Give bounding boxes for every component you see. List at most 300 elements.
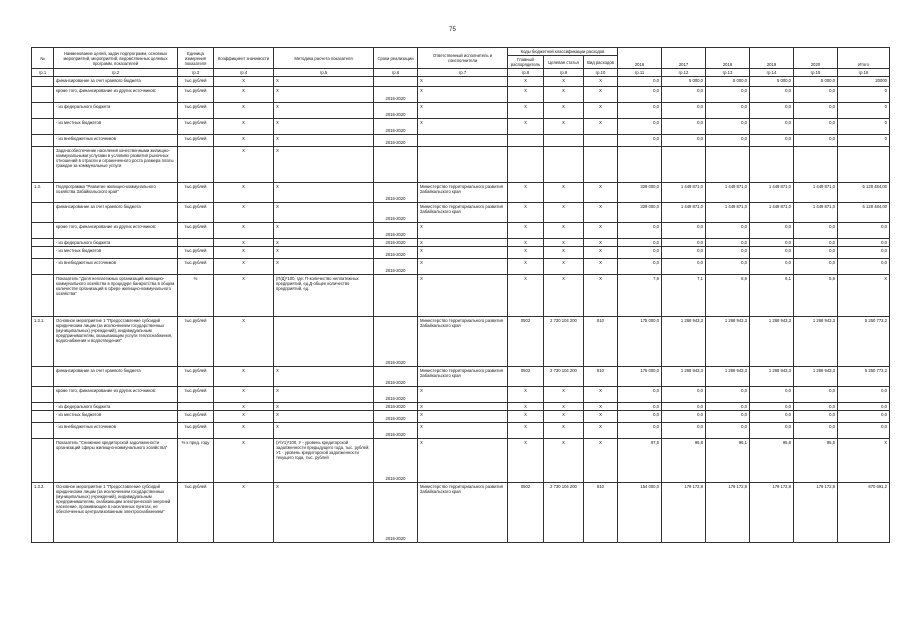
table-cell: 0,0: [706, 239, 750, 247]
table-cell: 0,0: [618, 119, 662, 135]
table-cell: 95,5: [794, 439, 838, 483]
table-cell: X: [508, 411, 544, 423]
table-cell: 0,0: [618, 387, 662, 403]
table-body: [32, 77, 890, 543]
table-cell: 1 449 871,0: [750, 203, 794, 223]
column-index-cell: гр.9: [544, 69, 584, 77]
header-budget-codes: Коды бюджетной классификации расходов: [508, 48, 618, 56]
table-cell: - из внебюджетных источников: [54, 259, 178, 275]
table-cell: X: [508, 423, 544, 439]
table-cell: X: [508, 183, 544, 203]
table-cell: X: [214, 275, 274, 317]
table-cell: [32, 439, 54, 483]
table-cell: [32, 119, 54, 135]
table-cell: 870 691,2: [838, 483, 890, 543]
table-cell: [508, 147, 544, 183]
table-cell: %: [178, 275, 214, 317]
table-cell: [544, 147, 584, 183]
budget-table: [31, 47, 890, 543]
table-cell: кроме того, финансирование из других источников:: [54, 223, 178, 239]
table-cell: Подпрограмма "Развитие жилищно-коммунального хозяйства Забайкальского края": [54, 183, 178, 203]
table-cell: 0,0: [706, 119, 750, 135]
table-cell: 0,0: [706, 135, 750, 147]
table-cell: [32, 367, 54, 387]
table-cell: X: [544, 87, 584, 103]
table-cell: X: [584, 403, 618, 411]
table-cell: X: [544, 387, 584, 403]
table-cell: тыс.рублей: [178, 423, 214, 439]
table-cell: X: [418, 103, 508, 119]
column-index-cell: гр.3: [178, 69, 214, 77]
column-index-cell: гр.1: [32, 69, 54, 77]
table-cell: X: [274, 247, 374, 259]
table-cell: X: [274, 411, 374, 423]
table-cell: X: [214, 439, 274, 483]
table-cell: 0,0: [794, 223, 838, 239]
table-cell: [32, 259, 54, 275]
table-cell: 2 730 104 200: [544, 483, 584, 543]
table-cell: X: [214, 387, 274, 403]
table-cell: X: [544, 203, 584, 223]
table-row: [32, 247, 890, 259]
table-cell: X: [418, 119, 508, 135]
table-cell: 0,0: [706, 223, 750, 239]
table-cell: 0,0: [662, 103, 706, 119]
table-cell: X: [544, 439, 584, 483]
table-cell: 0,0: [706, 103, 750, 119]
table-cell: X: [274, 87, 374, 103]
header-year-2020: 2020: [794, 48, 838, 69]
table-cell: [178, 147, 214, 183]
table-cell: 0,0: [794, 119, 838, 135]
table-cell: 0,0: [838, 411, 890, 423]
table-row: [32, 387, 890, 403]
table-cell: 0502: [508, 483, 544, 543]
table-cell: 1 268 943,3: [662, 367, 706, 387]
table-cell: 0: [838, 87, 890, 103]
table-cell: X: [544, 403, 584, 411]
table-cell: 1 268 943,3: [750, 317, 794, 367]
table-cell: 1 268 943,3: [794, 317, 838, 367]
table-cell: 0,0: [618, 239, 662, 247]
column-index-cell: гр.14: [750, 69, 794, 77]
table-cell: 1 268 943,3: [706, 317, 750, 367]
table-cell: 0,0: [750, 87, 794, 103]
table-cell: X: [214, 317, 274, 367]
table-cell: 2016-2020: [374, 203, 418, 223]
column-index-cell: гр.12: [662, 69, 706, 77]
table-cell: 0,0: [618, 411, 662, 423]
table-cell: 0502: [508, 317, 544, 367]
table-cell: Министерство территориального развития Забайкальского края: [418, 367, 508, 387]
table-cell: 2016-2020: [374, 119, 418, 135]
table-cell: X: [274, 483, 374, 543]
table-cell: 0,0: [750, 247, 794, 259]
table-cell: 2016-2020: [374, 317, 418, 367]
column-index-cell: гр.16: [838, 69, 890, 77]
table-cell: 0,0: [750, 239, 794, 247]
table-cell: 0,0: [794, 403, 838, 411]
table-row: [32, 275, 890, 317]
header-row-1: [32, 48, 890, 56]
table-cell: X: [214, 119, 274, 135]
table-cell: 2 730 104 200: [544, 367, 584, 387]
table-cell: 2016-2020: [374, 247, 418, 259]
table-cell: X: [418, 423, 508, 439]
table-cell: тыс.рублей: [178, 223, 214, 239]
table-cell: 0,0: [618, 403, 662, 411]
table-cell: X: [274, 119, 374, 135]
table-cell: 1.3.: [32, 183, 54, 203]
table-cell: тыс.рублей: [178, 483, 214, 543]
table-row: [32, 411, 890, 423]
table-cell: [838, 147, 890, 183]
table-cell: 0,0: [750, 403, 794, 411]
table-cell: 2016-2020: [374, 439, 418, 483]
table-cell: X: [544, 183, 584, 203]
table-cell: 2016-2020: [374, 411, 418, 423]
table-cell: 2016-2020: [374, 183, 418, 203]
table-cell: X: [274, 239, 374, 247]
table-cell: [32, 423, 54, 439]
table-cell: X: [274, 103, 374, 119]
table-cell: [32, 203, 54, 223]
table-cell: 1 449 871,0: [750, 183, 794, 203]
column-index-cell: гр.4: [214, 69, 274, 77]
table-cell: [32, 411, 54, 423]
table-cell: X: [214, 87, 274, 103]
table-cell: 0: [838, 135, 890, 147]
table-cell: 0,0: [750, 411, 794, 423]
table-cell: 5 000,0: [706, 77, 750, 87]
table-cell: X: [214, 183, 274, 203]
table-cell: 0,0: [706, 403, 750, 411]
table-cell: 0,0: [794, 387, 838, 403]
table-cell: 2016-2020: [374, 103, 418, 119]
table-cell: 0,0: [662, 223, 706, 239]
table-cell: X: [418, 403, 508, 411]
table-cell: [418, 135, 508, 147]
table-cell: X: [214, 483, 274, 543]
table-cell: 0,0: [706, 259, 750, 275]
table-cell: X: [214, 147, 274, 183]
table-cell: 810: [584, 367, 618, 387]
table-cell: [584, 147, 618, 183]
table-cell: X: [508, 403, 544, 411]
table-cell: 810: [584, 317, 618, 367]
table-cell: 0,0: [618, 103, 662, 119]
table-cell: тыс.рублей: [178, 387, 214, 403]
table-cell: 6,6: [706, 275, 750, 317]
table-cell: Показатель "Снижение кредиторской задолженности организаций сферы жилищно-коммунального хозяйства": [54, 439, 178, 483]
column-index-row: [32, 69, 890, 77]
table-cell: [32, 223, 54, 239]
table-cell: - из федерального бюджета: [54, 239, 178, 247]
table-cell: тыс.рублей: [178, 135, 214, 147]
table-cell: Министерство территориального развития Забайкальского края: [418, 183, 508, 203]
table-cell: 2016-2020: [374, 87, 418, 103]
table-cell: 7,1: [662, 275, 706, 317]
table-cell: 5 000,0: [750, 77, 794, 87]
table-cell: X: [214, 411, 274, 423]
table-cell: X: [418, 223, 508, 239]
table-cell: 0,0: [706, 387, 750, 403]
table-cell: 1.3.2.: [32, 483, 54, 543]
header-year-2017: 2017: [662, 48, 706, 69]
table-cell: [32, 247, 54, 259]
table-cell: % к пред. году: [178, 439, 214, 483]
table-cell: 1.3.1.: [32, 317, 54, 367]
table-cell: 1 449 871,0: [662, 183, 706, 203]
table-cell: - из местных бюджетов: [54, 411, 178, 423]
table-cell: 2016-2020: [374, 135, 418, 147]
table-cell: 0: [838, 119, 890, 135]
table-cell: кроме того, финансирование из других источников:: [54, 387, 178, 403]
table-cell: 810: [584, 483, 618, 543]
table-cell: X: [214, 77, 274, 87]
table-cell: [178, 403, 214, 411]
table-cell: [374, 275, 418, 317]
header-method: Методика расчета показателя: [274, 48, 374, 69]
table-cell: X: [544, 239, 584, 247]
table-cell: 96,1: [706, 439, 750, 483]
table-cell: 1 268 943,3: [794, 367, 838, 387]
table-cell: 2016-2020: [374, 259, 418, 275]
table-cell: тыс.рублей: [178, 367, 214, 387]
table-cell: финансирование за счет краевого бюджета: [54, 77, 178, 87]
table-cell: X: [274, 387, 374, 403]
table-cell: X: [584, 259, 618, 275]
table-cell: - из местных бюджетов: [54, 119, 178, 135]
table-cell: 2016-2020: [374, 403, 418, 411]
table-cell: X: [584, 183, 618, 203]
table-cell: X: [508, 103, 544, 119]
table-cell: 6 128 484,00: [838, 183, 890, 203]
table-cell: [418, 147, 508, 183]
table-cell: X: [584, 77, 618, 87]
table-cell: X: [584, 423, 618, 439]
table-cell: 7,6: [618, 275, 662, 317]
table-cell: X: [274, 367, 374, 387]
table-cell: 2016-2020: [374, 223, 418, 239]
table-cell: X: [508, 239, 544, 247]
table-cell: 0,0: [794, 103, 838, 119]
table-row: [32, 403, 890, 411]
header-kbk-article: Целевая статья: [544, 56, 584, 69]
table-cell: 0,0: [618, 77, 662, 87]
table-cell: Задача:обеспечение населения качественными жилищно-коммунальными услугами в условиях развития рыночных отношений в отрасли и ограниченного роста размера платы граждан за коммунальные услуги: [54, 147, 178, 183]
table-cell: 2016-2020: [374, 387, 418, 403]
table-cell: X: [418, 77, 508, 87]
table-cell: [32, 147, 54, 183]
table-cell: X: [584, 411, 618, 423]
table-cell: 0,0: [706, 247, 750, 259]
table-cell: 0,0: [794, 135, 838, 147]
table-cell: 0,0: [662, 259, 706, 275]
table-cell: X: [508, 439, 544, 483]
header-term: Сроки реализации: [374, 48, 418, 69]
table-cell: - из местных бюджетов: [54, 247, 178, 259]
column-index-cell: гр.8: [508, 69, 544, 77]
header-kbk-type: Вид расходов: [584, 56, 618, 69]
table-cell: 179 172,8: [706, 483, 750, 543]
column-index-cell: гр.10: [584, 69, 618, 77]
table-cell: X: [274, 183, 374, 203]
table-cell: X: [508, 387, 544, 403]
table-cell: [32, 387, 54, 403]
table-cell: 0,0: [662, 119, 706, 135]
table-cell: X: [544, 275, 584, 317]
table-cell: 0,0: [838, 259, 890, 275]
table-cell: 0,0: [750, 423, 794, 439]
table-cell: X: [214, 259, 274, 275]
column-index-cell: гр.15: [794, 69, 838, 77]
table-cell: X: [584, 239, 618, 247]
table-cell: 0,0: [794, 259, 838, 275]
table-cell: X: [584, 103, 618, 119]
table-cell: X: [274, 203, 374, 223]
table-row: [32, 439, 890, 483]
table-cell: финансирование за счет краевого бюджета: [54, 203, 178, 223]
table-row: [32, 103, 890, 119]
table-cell: 0,0: [794, 423, 838, 439]
column-index-cell: гр.7: [418, 69, 508, 77]
header-total: Итого: [838, 48, 890, 69]
table-cell: [274, 317, 374, 367]
table-row: [32, 183, 890, 203]
table-cell: 5 250 773,2: [838, 367, 890, 387]
table-cell: 1 449 871,0: [706, 203, 750, 223]
table-cell: [374, 77, 418, 87]
table-cell: 20000: [838, 77, 890, 87]
table-cell: 0,0: [794, 87, 838, 103]
table-cell: 2 730 104 200: [544, 317, 584, 367]
table-cell: [508, 135, 544, 147]
table-cell: 0,0: [618, 223, 662, 239]
table-cell: 0,0: [794, 239, 838, 247]
table-cell: 0,0: [662, 411, 706, 423]
table-cell: тыс.рублей: [178, 77, 214, 87]
table-cell: X: [838, 275, 890, 317]
table-cell: [750, 147, 794, 183]
table-cell: [584, 135, 618, 147]
table-cell: 0,0: [618, 87, 662, 103]
table-cell: X: [418, 439, 508, 483]
table-cell: X: [544, 411, 584, 423]
header-exec: Ответственный исполнитель и соисполнители: [418, 48, 508, 69]
table-cell: X: [214, 223, 274, 239]
table-cell: 2016-2020: [374, 367, 418, 387]
table-cell: X: [584, 275, 618, 317]
table-cell: тыс.рублей: [178, 203, 214, 223]
header-kbk-main: Главный распорядитель: [508, 56, 544, 69]
table-cell: [662, 147, 706, 183]
table-cell: тыс.рублей: [178, 411, 214, 423]
table-cell: 0,0: [750, 387, 794, 403]
table-cell: Министерство территориального развития Забайкальского края: [418, 483, 508, 543]
table-cell: 329 000,0: [618, 203, 662, 223]
table-cell: 179 172,8: [794, 483, 838, 543]
table-cell: X: [418, 259, 508, 275]
table-cell: X: [508, 87, 544, 103]
table-cell: финансирование за счет краевого бюджета: [54, 367, 178, 387]
table-cell: кроме того, финансирование из других источников:: [54, 87, 178, 103]
table-cell: X: [584, 223, 618, 239]
header-unit: Единица измерения показателя: [178, 48, 214, 69]
table-cell: 1 449 871,0: [794, 203, 838, 223]
table-cell: тыс.рублей: [178, 259, 214, 275]
table-cell: X: [274, 147, 374, 183]
column-index-cell: гр.6: [374, 69, 418, 77]
table-cell: 2016-2020: [374, 483, 418, 543]
table-cell: 1 268 943,3: [750, 367, 794, 387]
table-cell: [32, 275, 54, 317]
column-index-cell: гр.13: [706, 69, 750, 77]
table-cell: X: [214, 203, 274, 223]
table-cell: X: [214, 135, 274, 147]
table-cell: X: [584, 87, 618, 103]
table-cell: - из внебюджетных источников: [54, 135, 178, 147]
table-cell: 0,0: [662, 403, 706, 411]
table-cell: тыс.рублей: [178, 119, 214, 135]
table-cell: X: [508, 275, 544, 317]
table-cell: X: [544, 247, 584, 259]
table-cell: X: [274, 223, 374, 239]
table-row: [32, 317, 890, 367]
table-cell: X: [418, 411, 508, 423]
column-index-cell: гр.5: [274, 69, 374, 77]
table-cell: 0,0: [838, 423, 890, 439]
table-cell: X: [508, 77, 544, 87]
table-cell: 2016-2020: [374, 423, 418, 439]
table-cell: 0,0: [838, 247, 890, 259]
table-row: [32, 77, 890, 87]
table-cell: X: [274, 423, 374, 439]
table-cell: 0,0: [750, 119, 794, 135]
table-cell: 96,8: [662, 439, 706, 483]
table-cell: Основное мероприятие 1 "Предоставление субсидий юридическим лицам (за исключением государственных (муниципальных) учреждений), индивидуальным предпринимателям, снабжающим электрической энергией население, проживающее в населенных пунктах, не обеспеченных централизованным электроснабжением": [54, 483, 178, 543]
table-cell: X: [544, 103, 584, 119]
table-cell: 5,6: [794, 275, 838, 317]
table-cell: X: [214, 103, 274, 119]
table-cell: X: [544, 259, 584, 275]
table-cell: 0,0: [618, 423, 662, 439]
table-cell: 1 449 871,0: [794, 183, 838, 203]
table-cell: X: [508, 119, 544, 135]
table-cell: 154 000,0: [618, 483, 662, 543]
table-cell: 0,0: [838, 403, 890, 411]
table-cell: [32, 135, 54, 147]
page-number: 75: [449, 27, 456, 33]
table-cell: X: [584, 203, 618, 223]
header-name: Наименование целей, задач подпрограмм, основных мероприятий, мероприятий, ведомственных целевых программ, показателей: [54, 48, 178, 69]
table-row: [32, 223, 890, 239]
table-cell: [32, 239, 54, 247]
table-cell: X: [274, 135, 374, 147]
table-cell: 0,0: [618, 247, 662, 259]
table-cell: 0,0: [662, 87, 706, 103]
table-cell: 0: [838, 103, 890, 119]
table-cell: 0,0: [662, 247, 706, 259]
table-cell: [32, 103, 54, 119]
table-cell: 0,0: [794, 247, 838, 259]
table-cell: Министерство территориального развития Забайкальского края: [418, 317, 508, 367]
table-row: [32, 483, 890, 543]
table-cell: (П/Д)*100, где: П-количество неплатежных предприятий, ед.Д-общее количество предприятий, ед.: [274, 275, 374, 317]
table-cell: X: [214, 403, 274, 411]
table-cell: 2016-2020: [374, 239, 418, 247]
table-cell: X: [584, 387, 618, 403]
